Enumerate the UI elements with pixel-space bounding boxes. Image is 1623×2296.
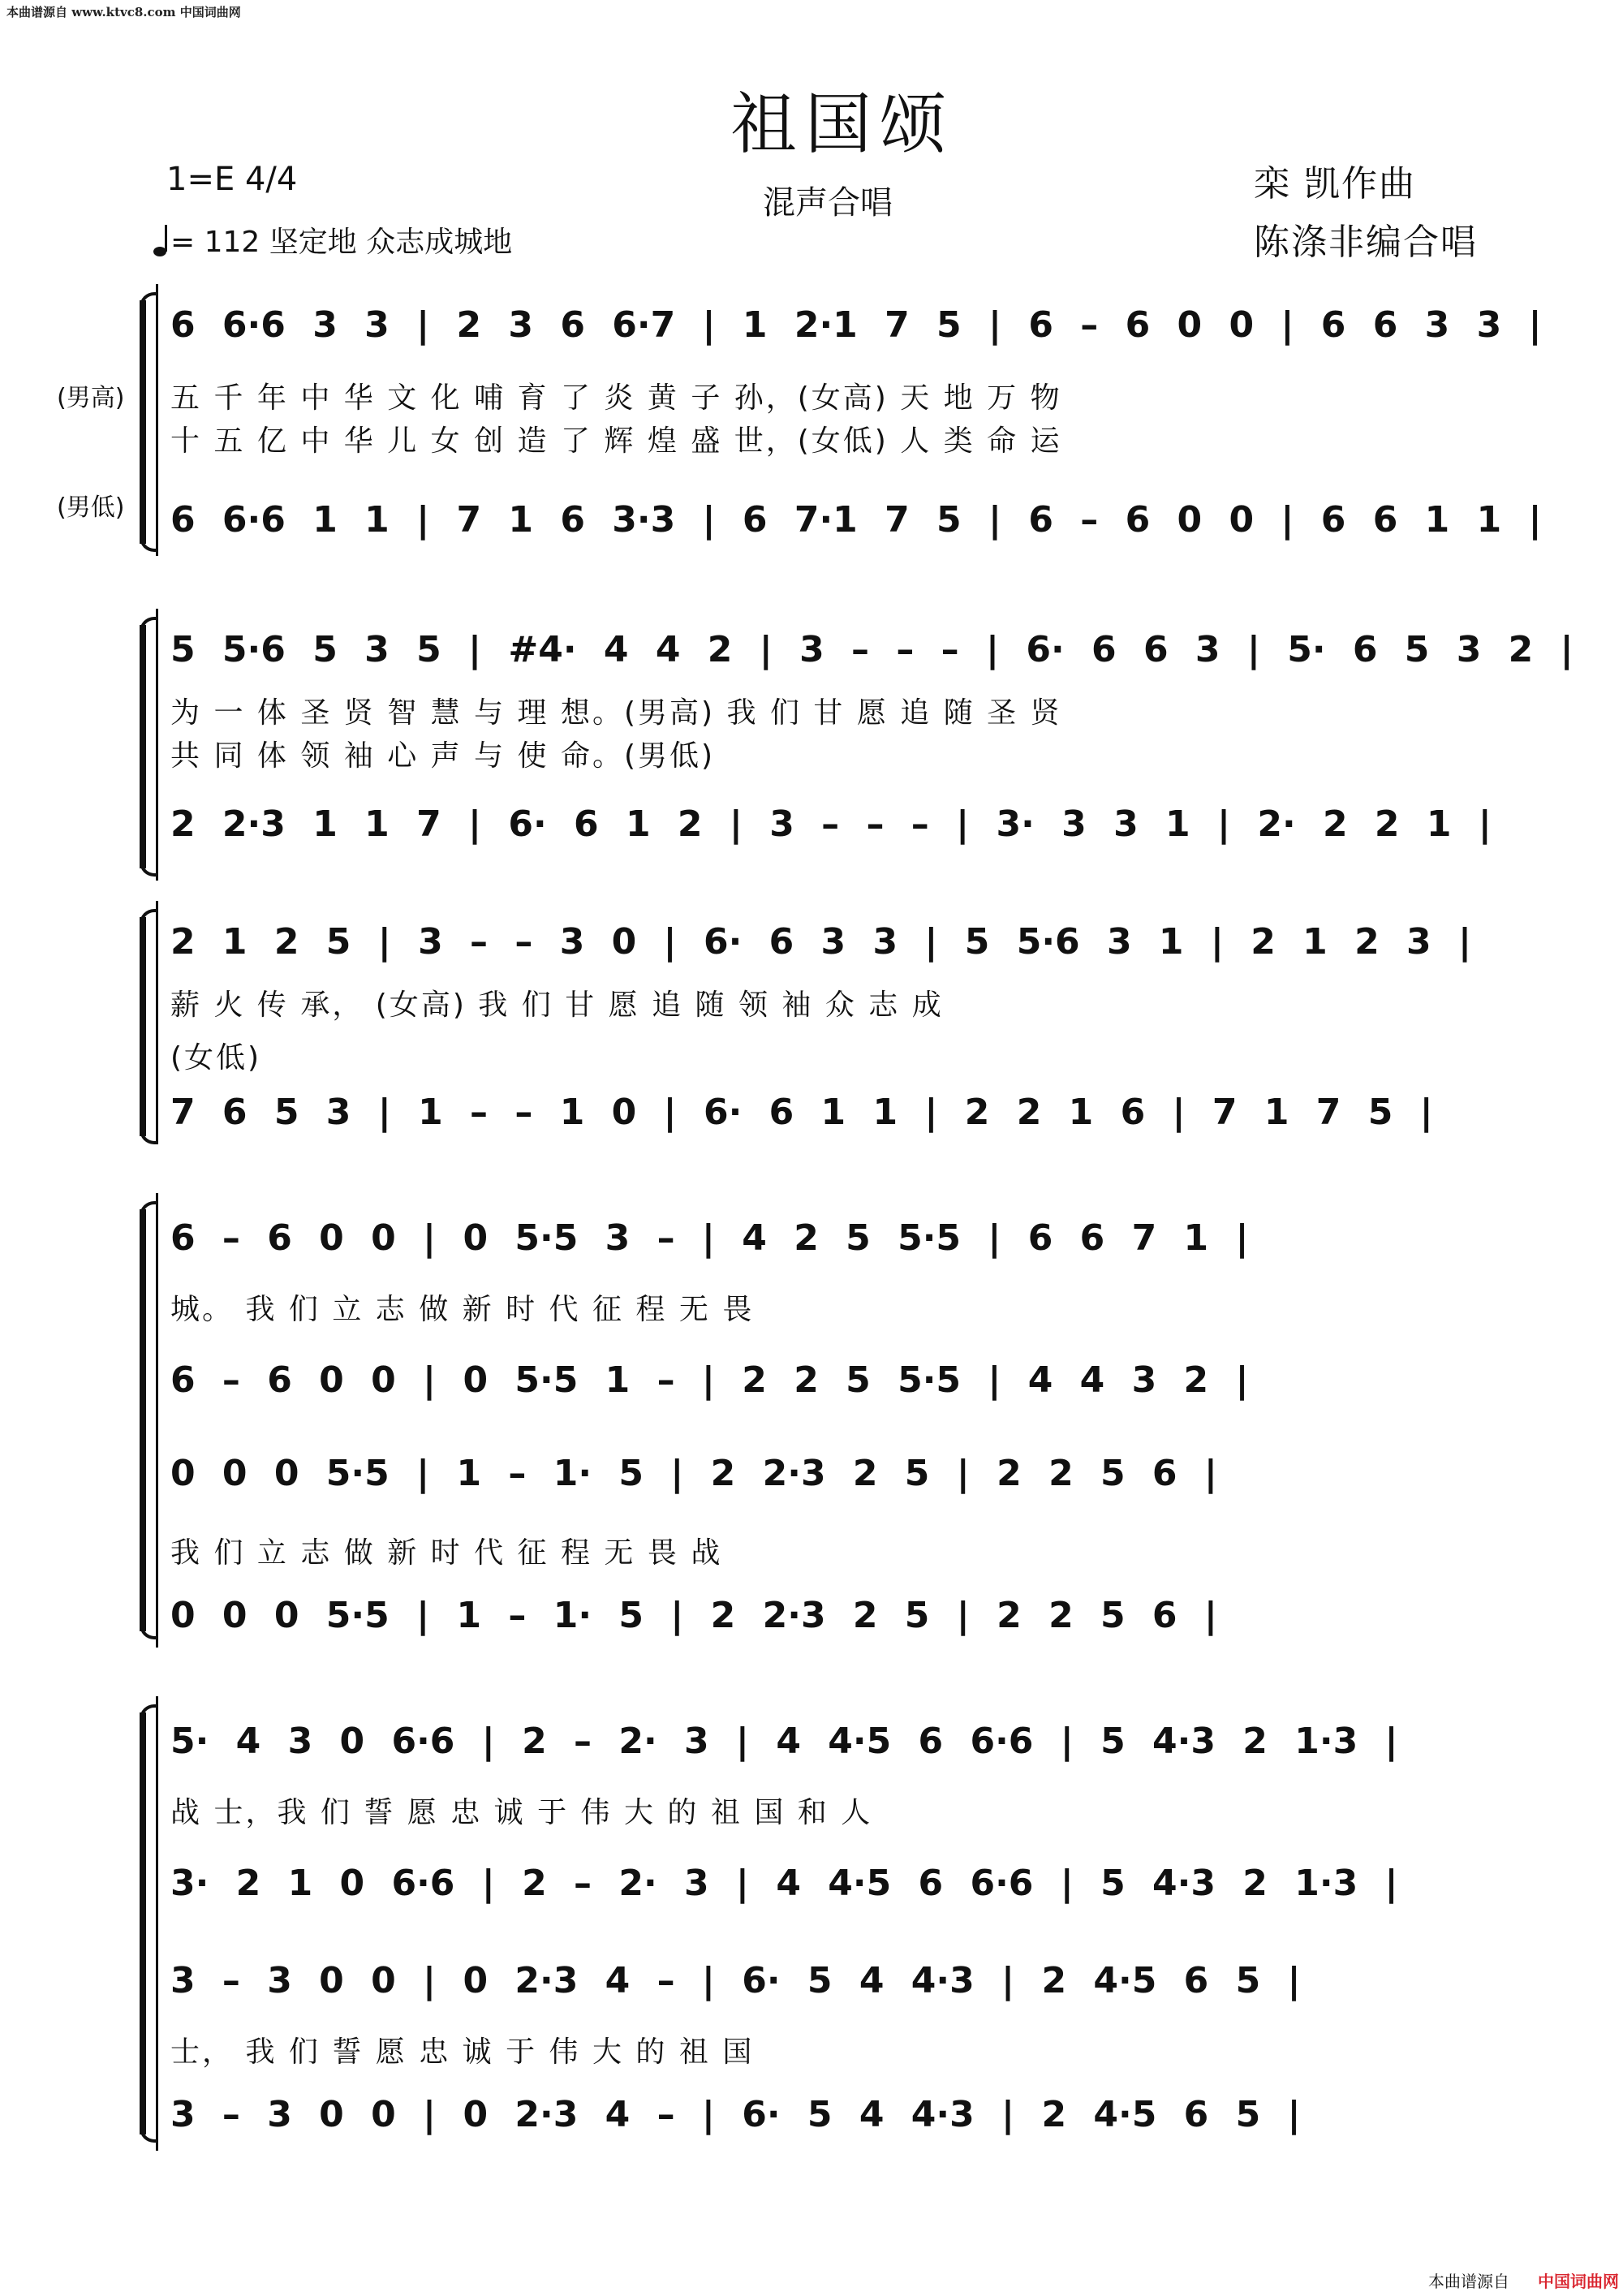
lyric-line: 五 千 年 中 华 文 化 哺 育 了 炎 黄 子 孙，(女高) 天 地 万 物	[170, 381, 1062, 415]
source-watermark-text: 本曲谱源自 www.ktvc8.com 中国词曲网	[6, 5, 241, 19]
notation-row: 6 6·6 3 3 | 2 3 6 6·7 | 1 2·1 7 5 | 6 – 6 0 0 | 6 6 3 3 |	[170, 304, 1542, 346]
lyric-line: 士， 我 们 誓 愿 忠 诚 于 伟 大 的 祖 国	[170, 2035, 755, 2069]
subtitle: 混声合唱	[763, 184, 893, 222]
system-bracket	[140, 1712, 146, 2134]
notation-row: 7 6 5 3 | 1 – – 1 0 | 6· 6 1 1 | 2 2 1 6 | 7 1 7 5 |	[170, 1092, 1433, 1133]
system-bracket	[140, 1209, 146, 1631]
notation-row: 6 6·6 1 1 | 7 1 6 3·3 | 6 7·1 7 5 | 6 – 6 0 0 | 6 6 1 1 |	[170, 499, 1542, 541]
footer-source-text: 本曲谱源自	[1428, 2272, 1509, 2291]
system-bracket	[140, 300, 146, 544]
song-title: 祖国颂	[730, 86, 955, 163]
tempo-text: = 112 坚定地 众志成城地	[170, 226, 513, 259]
notation-row: 5· 4 3 0 6·6 | 2 – 2· 3 | 4 4·5 6 6·6 | 5 4·3 2 1·3 |	[170, 1721, 1398, 1762]
lyric-line: 城。 我 们 立 志 做 新 时 代 征 程 无 畏	[170, 1293, 755, 1326]
lyric-line: 为 一 体 圣 贤 智 慧 与 理 想。(男高) 我 们 甘 愿 追 随 圣 贤	[170, 696, 1062, 730]
notation-row: 3· 2 1 0 6·6 | 2 – 2· 3 | 4 4·5 6 6·6 | 5 4·3 2 1·3 |	[170, 1863, 1398, 1904]
lyric-line: 薪 火 传 承， (女高) 我 们 甘 愿 追 随 领 袖 众 志 成	[170, 989, 944, 1022]
system-line	[156, 609, 158, 881]
lyric-line: (女低)	[170, 1041, 262, 1075]
part-label-male-high: (男高)	[57, 384, 125, 412]
system-line	[156, 1696, 158, 2151]
lyric-line: 战 士，我 们 誓 愿 忠 诚 于 伟 大 的 祖 国 和 人	[170, 1796, 873, 1829]
system-line	[156, 284, 158, 556]
notation-row: 3 – 3 0 0 | 0 2·3 4 – | 6· 5 4 4·3 | 2 4·5 6 5 |	[170, 1960, 1301, 2001]
composer-credit: 栾 凯作曲	[1254, 163, 1416, 205]
key-signature: 1=E 4/4	[166, 161, 298, 198]
system-line	[156, 901, 158, 1144]
notation-row: 5 5·6 5 3 5 | #4· 4 4 2 | 3 – – – | 6· 6 6 3 | 5· 6 5 3 2 |	[170, 629, 1573, 670]
system-bracket	[140, 625, 146, 868]
part-label-male-low: (男低)	[57, 493, 125, 522]
notation-row: 0 0 0 5·5 | 1 – 1· 5 | 2 2·3 2 5 | 2 2 5 6 |	[170, 1453, 1217, 1494]
notation-row: 0 0 0 5·5 | 1 – 1· 5 | 2 2·3 2 5 | 2 2 5 6 |	[170, 1595, 1217, 1636]
notation-row: 3 – 3 0 0 | 0 2·3 4 – | 6· 5 4 4·3 | 2 4·5 6 5 |	[170, 2094, 1301, 2135]
arranger-credit: 陈涤非编合唱	[1254, 222, 1478, 263]
tempo-marking	[153, 219, 512, 265]
notation-row: 2 2·3 1 1 7 | 6· 6 1 2 | 3 – – – | 3· 3 3 1 | 2· 2 2 1 |	[170, 803, 1492, 845]
notation-row: 2 1 2 5 | 3 – – 3 0 | 6· 6 3 3 | 5 5·6 3 1 | 2 1 2 3 |	[170, 921, 1472, 963]
system-bracket	[140, 917, 146, 1136]
footer-site-name: 中国词曲网	[1538, 2272, 1619, 2291]
notation-row: 6 – 6 0 0 | 0 5·5 3 – | 4 2 5 5·5 | 6 6 7 1 |	[170, 1217, 1249, 1259]
quarter-note-icon	[153, 223, 170, 265]
lyric-line: 十 五 亿 中 华 儿 女 创 造 了 辉 煌 盛 世，(女低) 人 类 命 运	[170, 424, 1062, 458]
system-line	[156, 1193, 158, 1648]
lyric-line: 共 同 体 领 袖 心 声 与 使 命。(男低)	[170, 739, 716, 773]
lyric-line: 我 们 立 志 做 新 时 代 征 程 无 畏 战	[170, 1536, 723, 1570]
notation-row: 6 – 6 0 0 | 0 5·5 1 – | 2 2 5 5·5 | 4 4 3 2 |	[170, 1359, 1249, 1401]
